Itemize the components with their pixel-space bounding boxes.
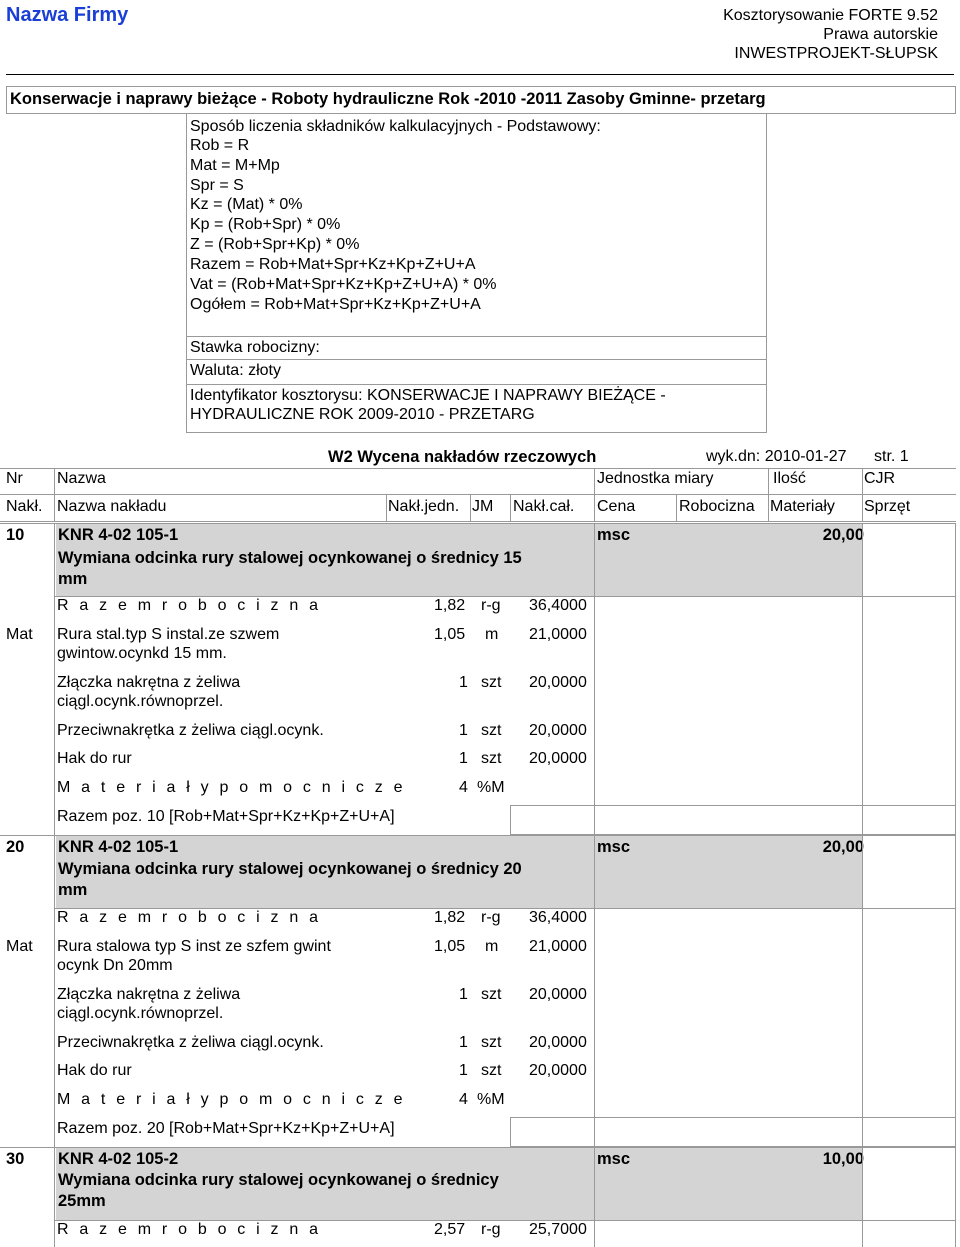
col-cjr: CJR <box>864 470 896 487</box>
position-description: mm <box>58 570 88 588</box>
position-unit: msc <box>597 1150 631 1168</box>
labor-total-label: R a z e m r o b o c i z n a <box>57 1221 322 1238</box>
material-name: ciągl.ocynk.równoprzel. <box>57 1005 224 1022</box>
aux-materials-label: M a t e r i a ł y p o m o c n i c z e <box>57 1091 406 1108</box>
page-number: str. 1 <box>874 448 909 465</box>
material-total: 20,0000 <box>529 750 587 767</box>
labor-jm: r-g <box>481 597 501 614</box>
estimate-id-line: HYDRAULICZNE ROK 2009-2010 - PRZETARG <box>190 406 535 423</box>
col-nazwa: Nazwa <box>57 470 106 487</box>
material-jm: szt <box>481 986 502 1003</box>
material-unit-value: 1 <box>459 674 468 691</box>
currency-label: Waluta: złoty <box>190 362 281 379</box>
position-unit: msc <box>597 838 631 856</box>
col-ilosc: Ilość <box>773 470 806 487</box>
material-jm: m <box>485 938 499 955</box>
aux-materials-label: M a t e r i a ł y p o m o c n i c z e <box>57 779 406 796</box>
material-unit-value: 1 <box>459 986 468 1003</box>
material-jm: szt <box>481 1062 502 1079</box>
labor-unit-value: 2,57 <box>434 1221 466 1238</box>
position-description: Wymiana odcinka rury stalowej ocynkowanej o średnicy 20 <box>58 860 522 878</box>
material-name: gwintow.ocynkd 15 mm. <box>57 645 227 662</box>
formula-line: Spr = S <box>190 177 244 194</box>
position-description: mm <box>58 881 88 899</box>
labor-total: 25,7000 <box>529 1221 587 1238</box>
formula-line: Vat = (Rob+Mat+Spr+Kz+Kp+Z+U+A) * 0% <box>190 276 497 293</box>
col-nakl-cal: Nakł.cał. <box>513 498 575 515</box>
material-name: Hak do rur <box>57 1062 132 1079</box>
col-jm2: JM <box>472 498 494 515</box>
position-description: Wymiana odcinka rury stalowej ocynkowanej o średnicy <box>58 1171 499 1189</box>
material-unit-value: 1 <box>459 750 468 767</box>
position-unit: msc <box>597 526 631 544</box>
col-sprzet: Sprzęt <box>864 498 911 515</box>
material-total: 20,0000 <box>529 722 587 739</box>
labor-total: 36,4000 <box>529 909 587 926</box>
col-nr: Nr <box>6 470 23 487</box>
formula-line: Ogółem = Rob+Mat+Spr+Kz+Kp+Z+U+A <box>190 296 481 313</box>
execution-date: wyk.dn: 2010-01-27 <box>706 448 847 465</box>
material-jm: szt <box>481 722 502 739</box>
formula-line: Z = (Rob+Spr+Kp) * 0% <box>190 236 360 253</box>
aux-jm: %M <box>477 1091 505 1108</box>
material-name: ocynk Dn 20mm <box>57 957 173 974</box>
labor-unit-value: 1,82 <box>434 597 466 614</box>
header-divider <box>6 74 954 75</box>
material-name: Przeciwnakrętka z żeliwa ciągl.ocynk. <box>57 722 324 739</box>
position-number: 10 <box>6 526 25 544</box>
section-title: W2 Wycena nakładów rzeczowych <box>328 448 597 466</box>
material-total: 21,0000 <box>529 626 587 643</box>
material-jm: szt <box>481 750 502 767</box>
position-quantity: 10,00 <box>822 1150 864 1168</box>
aux-jm: %M <box>477 779 505 796</box>
formula-line: Kz = (Mat) * 0% <box>190 196 303 213</box>
position-description: 25mm <box>58 1192 106 1210</box>
col-nakl: Nakł. <box>6 498 43 515</box>
position-code: KNR 4-02 105-1 <box>58 526 179 544</box>
col-jm: Jednostka miary <box>597 470 714 487</box>
estimate-id-line: Identyfikator kosztorysu: KONSERWACJE I NAPRAWY BIEŻĄCE - <box>190 387 666 404</box>
position-description: Wymiana odcinka rury stalowej ocynkowanej o średnicy 15 <box>58 549 522 567</box>
materials-label: Mat <box>6 626 33 643</box>
material-jm: szt <box>481 1034 502 1051</box>
program-name: Kosztorysowanie FORTE 9.52 <box>723 7 938 24</box>
formula-line: Rob = R <box>190 137 250 154</box>
material-name: Złączka nakrętna z żeliwa <box>57 674 241 691</box>
method-line: Sposób liczenia składników kalkulacyjnych - Podstawowy: <box>190 118 601 135</box>
material-name: Rura stalowa typ S inst ze szfem gwint <box>57 938 331 955</box>
labor-jm: r-g <box>481 1221 501 1238</box>
position-sum-label: Razem poz. 20 [Rob+Mat+Spr+Kz+Kp+Z+U+A] <box>57 1120 395 1137</box>
position-quantity: 20,00 <box>822 526 864 544</box>
rights-label: Prawa autorskie <box>823 26 938 43</box>
calculation-params-box <box>186 113 767 433</box>
rate-label: Stawka robocizny: <box>190 339 320 356</box>
col-nazwa-nakladu: Nazwa nakładu <box>57 498 167 515</box>
labor-total: 36,4000 <box>529 597 587 614</box>
material-name: Złączka nakrętna z żeliwa <box>57 986 241 1003</box>
formula-line: Kp = (Rob+Spr) * 0% <box>190 216 341 233</box>
company-name: Nazwa Firmy <box>6 4 129 26</box>
material-name: Przeciwnakrętka z żeliwa ciągl.ocynk. <box>57 1034 324 1051</box>
material-total: 20,0000 <box>529 674 587 691</box>
materials-label: Mat <box>6 938 33 955</box>
document-title: Konserwacje i naprawy bieżące - Roboty hydrauliczne Rok -2010 -2011 Zasoby Gminne- przetarg <box>10 90 766 108</box>
material-name: Hak do rur <box>57 750 132 767</box>
material-total: 20,0000 <box>529 986 587 1003</box>
material-jm: m <box>485 626 499 643</box>
formula-line: Mat = M+Mp <box>190 157 280 174</box>
position-code: KNR 4-02 105-2 <box>58 1150 179 1168</box>
labor-total-label: R a z e m r o b o c i z n a <box>57 597 322 614</box>
material-unit-value: 1 <box>459 722 468 739</box>
position-number: 20 <box>6 838 25 856</box>
aux-unit-value: 4 <box>459 779 468 796</box>
aux-unit-value: 4 <box>459 1091 468 1108</box>
labor-total-label: R a z e m r o b o c i z n a <box>57 909 322 926</box>
col-materialy: Materiały <box>770 498 835 515</box>
material-total: 21,0000 <box>529 938 587 955</box>
material-jm: szt <box>481 674 502 691</box>
position-number: 30 <box>6 1150 25 1168</box>
material-unit-value: 1 <box>459 1062 468 1079</box>
position-code: KNR 4-02 105-1 <box>58 838 179 856</box>
col-cena: Cena <box>597 498 636 515</box>
col-nakl-jedn: Nakł.jedn. <box>388 498 460 515</box>
col-robocizna: Robocizna <box>679 498 755 515</box>
material-unit-value: 1,05 <box>434 938 466 955</box>
material-total: 20,0000 <box>529 1034 587 1051</box>
material-unit-value: 1 <box>459 1034 468 1051</box>
material-name: Rura stal.typ S instal.ze szwem <box>57 626 280 643</box>
material-name: ciągl.ocynk.równoprzel. <box>57 693 224 710</box>
formula-line: Razem = Rob+Mat+Spr+Kz+Kp+Z+U+A <box>190 256 476 273</box>
position-sum-label: Razem poz. 10 [Rob+Mat+Spr+Kz+Kp+Z+U+A] <box>57 808 395 825</box>
owner-name: INWESTPROJEKT-SŁUPSK <box>734 45 938 62</box>
material-unit-value: 1,05 <box>434 626 466 643</box>
labor-unit-value: 1,82 <box>434 909 466 926</box>
position-quantity: 20,00 <box>822 838 864 856</box>
labor-jm: r-g <box>481 909 501 926</box>
material-total: 20,0000 <box>529 1062 587 1079</box>
